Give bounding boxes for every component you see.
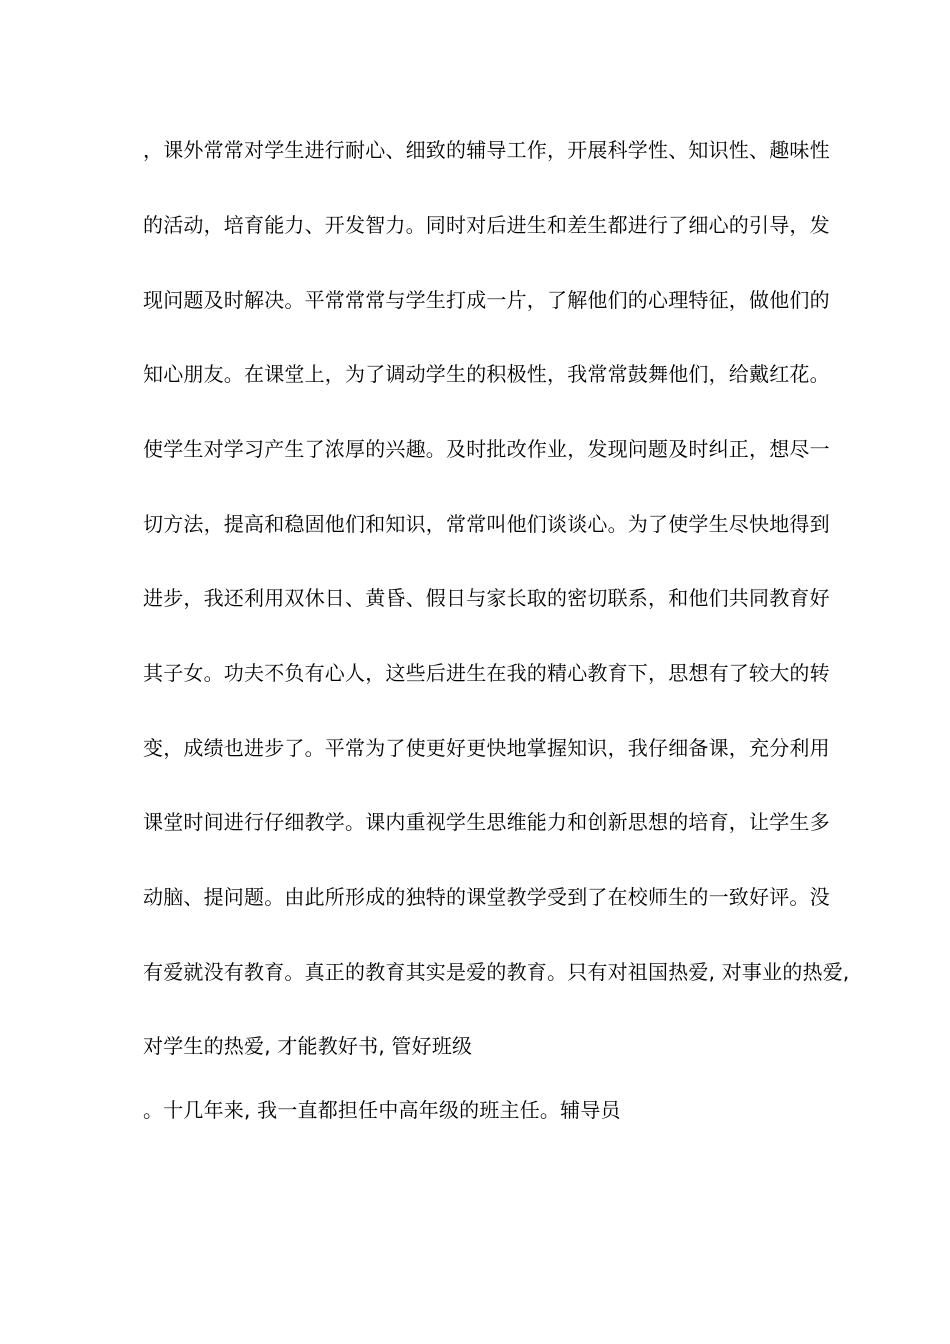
text-line-13: 对学生的热爱, 才能教好书, 管好班级 [143, 1034, 473, 1058]
text-line-3: 现问题及时解决。平常常常与学生打成一片，了解他们的心理特征，做他们的 [143, 288, 830, 312]
text-line-8: 其子女。功夫不负有心人，这些后进生在我的精心教育下，思想有了较大的转 [143, 661, 830, 685]
text-line-4: 知心朋友。在课堂上，为了调动学生的积极性，我常常鼓舞他们，给戴红花。 [143, 362, 830, 386]
text-line-9: 变，成绩也进步了。平常为了使更好更快地掌握知识，我仔细备课，充分利用 [143, 736, 830, 760]
text-line-7: 进步，我还利用双休日、黄昏、假日与家长取的密切联系，和他们共同教育好 [143, 586, 830, 610]
text-line-2: 的活动，培育能力、开发智力。同时对后进生和差生都进行了细心的引导，发 [143, 213, 830, 237]
text-line-10: 课堂时间进行仔细教学。课内重视学生思维能力和创新思想的培育，让学生多 [143, 810, 830, 834]
text-line-5: 使学生对学习产生了浓厚的兴趣。及时批改作业，发现问题及时纠正，想尽一 [143, 437, 830, 461]
text-line-14: 。十几年来, 我一直都担任中高年级的班主任。辅导员 [143, 1098, 621, 1122]
text-line-12: 有爱就没有教育。真正的教育其实是爱的教育。只有对祖国热爱, 对事业的热爱, [143, 960, 850, 984]
text-line-11: 动脑、提问题。由此所形成的独特的课堂教学受到了在校师生的一致好评。没 [143, 885, 830, 909]
text-line-1: ，课外常常对学生进行耐心、细致的辅导工作，开展科学性、知识性、趣味性 [143, 138, 830, 162]
text-line-6: 切方法，提高和稳固他们和知识，常常叫他们谈谈心。为了使学生尽快地得到 [143, 512, 830, 536]
